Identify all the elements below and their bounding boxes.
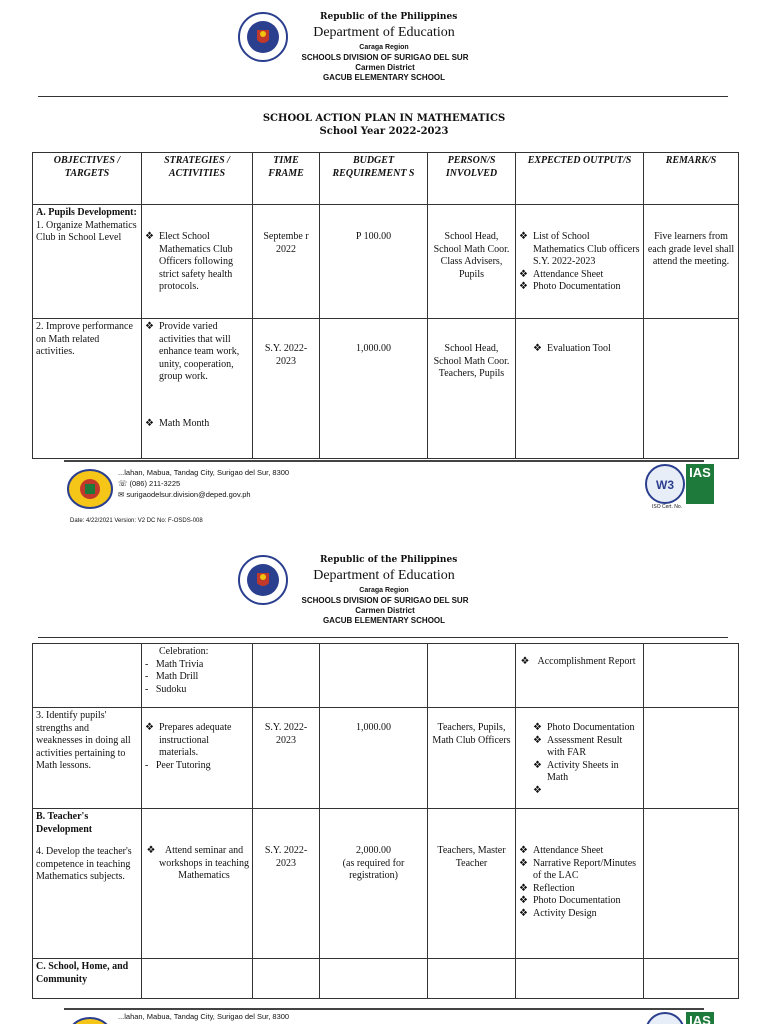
col-strategies: STRATEGIES / ACTIVITIES [142, 153, 253, 205]
phone-icon: ☏ [118, 479, 130, 488]
strategy-cell [142, 644, 253, 708]
objective-cell [33, 809, 142, 959]
footer-address: ...lahan, Mabua, Tandag City, Surigao del Sur, 8300 [118, 1012, 290, 1021]
persons-cell [428, 959, 516, 999]
table-row [33, 644, 739, 708]
diamond-bullet-icon: ❖ [145, 417, 154, 429]
list-item [533, 735, 640, 760]
district-line: Carmen District [355, 606, 415, 615]
output-text: Narrative Report/Minutes of the LAC [533, 857, 637, 881]
strategy-text: Prepares adequate instructional materials. [159, 722, 232, 758]
budget-note: (as required for registration) [342, 857, 405, 881]
list-item [533, 343, 640, 356]
outputs-cell [516, 319, 644, 459]
remarks-cell [644, 959, 739, 999]
output-text: Reflection [533, 882, 575, 894]
diamond-bullet-icon: ❖ [519, 845, 528, 856]
output-text: Activity Sheets in Math [547, 759, 619, 783]
diamond-bullet-icon: ❖ [519, 857, 528, 869]
list-item [145, 418, 249, 431]
diamond-bullet-icon: ❖ [519, 268, 528, 280]
objective-cell [33, 205, 142, 319]
table-header-row [33, 153, 739, 205]
district-line: Carmen District [355, 63, 415, 72]
output-text: Attendance Sheet [533, 268, 604, 280]
remarks-cell: Five learners from each grade level shall attend the meeting. [644, 205, 739, 319]
list-item [145, 231, 249, 294]
strategy-text: Celebration: [159, 646, 209, 657]
section-heading: A. Pupils Development: [36, 207, 137, 218]
division-logo-icon [66, 1017, 114, 1024]
footer-address: ...lahan, Mabua, Tandag City, Surigao del Sur, 8300 [118, 468, 290, 477]
strategy-text: Attend seminar and workshops in teaching Mathematics [159, 845, 249, 881]
remarks-cell [644, 708, 739, 809]
list-item [533, 722, 640, 735]
outputs-cell [516, 644, 644, 708]
table-row [33, 708, 739, 809]
col-remarks: REMARK/S [644, 153, 739, 205]
outputs-cell [516, 959, 644, 999]
time-cell [253, 959, 320, 999]
list-item [533, 760, 640, 785]
strategy-item: Math Drill [155, 671, 199, 682]
strategy-cell [142, 708, 253, 809]
output-text: Assessment Result with FAR [547, 734, 623, 758]
diamond-bullet-icon: ❖ [519, 907, 528, 919]
persons-cell: School Head, School Math Coor. Teachers, Pupils [428, 319, 516, 459]
outputs-cell [516, 205, 644, 319]
strategy-cell [142, 959, 253, 999]
list-item [519, 656, 640, 669]
footer-rule [64, 1008, 704, 1010]
list-item [145, 722, 249, 760]
col-objectives: OBJECTIVES / TARGETS [33, 153, 142, 205]
list-item [145, 845, 249, 883]
footer-email [118, 490, 251, 499]
strategy-cell [142, 319, 253, 459]
list-item: - Peer Tutoring [145, 759, 211, 771]
output-text: Evaluation Tool [547, 343, 611, 354]
ias-cert-logo: IAS [686, 464, 714, 504]
budget-cell [320, 644, 428, 708]
republic-line: Republic of the Philippines [320, 12, 458, 22]
budget-cell: P 100.00 [320, 205, 428, 319]
strategy-item: Sudoku [155, 683, 187, 695]
table-row [33, 319, 739, 459]
list-item [519, 858, 640, 883]
doc-subtitle: School Year 2022-2023 [319, 126, 449, 137]
list-item [519, 845, 640, 858]
table-row [33, 809, 739, 959]
diamond-bullet-icon: ❖ [533, 734, 542, 746]
col-time-frame: TIME FRAME [253, 153, 320, 205]
diamond-bullet-icon: ❖ [533, 784, 542, 796]
section-heading: B. Teacher's Development [36, 811, 93, 835]
persons-cell: Teachers, Master Teacher [428, 809, 516, 959]
budget-cell: 1,000.00 [320, 319, 428, 459]
diamond-bullet-icon: ❖ [520, 656, 530, 667]
action-plan-table-page2 [32, 643, 739, 999]
republic-line: Republic of the Philippines [320, 555, 458, 565]
footer-rule [64, 460, 704, 462]
phone-text: (086) 211-3225 [129, 479, 181, 488]
time-cell: Septembe r 2022 [253, 205, 320, 319]
col-budget: BUDGET REQUIREMENT S [320, 153, 428, 205]
list-item: - Math Drill [145, 671, 199, 682]
diamond-bullet-icon: ❖ [533, 343, 542, 354]
region-line: Caraga Region [359, 44, 409, 51]
page2-footer [0, 1008, 768, 1024]
list-item: - Sudoku [145, 683, 187, 695]
list-item [519, 281, 640, 294]
remarks-cell [644, 644, 739, 708]
persons-cell: School Head, School Math Coor. Class Advisers, Pupils [428, 205, 516, 319]
objective-cell: 2. Improve performance on Math related activities. [33, 319, 142, 459]
objective-text: 1. Organize Mathematics Club in School Level [36, 219, 137, 243]
objective-cell: 3. Identify pupils' strengths and weaknesses in doing all activities pertaining to Math lessons. [33, 708, 142, 809]
header-rule [38, 96, 728, 97]
output-text: Photo Documentation [533, 281, 621, 292]
page1-footer [0, 460, 768, 530]
outputs-cell [516, 708, 644, 809]
school-line: GACUB ELEMENTARY SCHOOL [322, 616, 446, 625]
budget-cell [320, 959, 428, 999]
page2-header [0, 543, 768, 643]
strategy-text: Elect School Mathematics Club Officers following strict safety health protocols. [159, 231, 233, 292]
strategy-text: Math Month [159, 417, 210, 429]
list-item [519, 269, 640, 282]
header-rule [38, 637, 728, 638]
time-cell: S.Y. 2022- 2023 [253, 708, 320, 809]
diamond-bullet-icon: ❖ [533, 722, 542, 733]
department-line: Department of Education [313, 568, 455, 583]
diamond-bullet-icon: ❖ [145, 722, 154, 733]
strategy-cell [142, 809, 253, 959]
table-row [33, 205, 739, 319]
list-item: - Math Trivia [145, 658, 204, 670]
list-item [145, 321, 249, 384]
footer-phone [118, 479, 180, 488]
w3-cert-logo-icon [645, 1012, 685, 1024]
diamond-bullet-icon: ❖ [519, 281, 528, 292]
diamond-bullet-icon: ❖ [146, 845, 156, 856]
page1-header [0, 0, 768, 100]
list-item [519, 231, 640, 269]
budget-cell [320, 809, 428, 959]
outputs-cell [516, 809, 644, 959]
budget-cell: 1,000.00 [320, 708, 428, 809]
division-line: SCHOOLS DIVISION OF SURIGAO DEL SUR [301, 53, 469, 62]
strategy-item: Peer Tutoring [155, 759, 211, 771]
time-cell: S.Y. 2022- 2023 [253, 319, 320, 459]
w3-label: W3 [656, 478, 674, 492]
diamond-bullet-icon: ❖ [519, 895, 528, 906]
output-text: Attendance Sheet [533, 845, 604, 856]
w3-cert-logo-icon [645, 464, 685, 504]
output-text: Activity Design [533, 907, 597, 919]
output-text: Photo Documentation [547, 722, 635, 733]
strategy-item: Math Trivia [155, 658, 204, 670]
list-item [519, 895, 640, 908]
division-line: SCHOOLS DIVISION OF SURIGAO DEL SUR [301, 596, 469, 605]
region-line: Caraga Region [359, 587, 409, 594]
division-logo-icon [66, 469, 114, 509]
time-cell [253, 644, 320, 708]
school-line: GACUB ELEMENTARY SCHOOL [322, 73, 446, 82]
table-row [33, 959, 739, 999]
col-persons: PERSON/S INVOLVED [428, 153, 516, 205]
action-plan-table-page1 [32, 152, 739, 459]
diamond-bullet-icon: ❖ [519, 882, 528, 894]
email-icon: ✉ [118, 490, 127, 499]
output-text: Accomplishment Report [537, 656, 636, 667]
persons-cell: Teachers, Pupils, Math Club Officers [428, 708, 516, 809]
output-text: Photo Documentation [533, 895, 621, 906]
budget-value: 2,000.00 [356, 845, 391, 856]
persons-cell [428, 644, 516, 708]
department-line: Department of Education [313, 25, 455, 40]
email-text: surigaodelsur.division@deped.gov.ph [126, 490, 251, 499]
objective-text: 4. Develop the teacher's competence in teaching Mathematics subjects. [36, 846, 132, 882]
doc-title: SCHOOL ACTION PLAN IN MATHEMATICS [262, 113, 506, 124]
remarks-cell [644, 319, 739, 459]
objective-cell [33, 644, 142, 708]
remarks-cell [644, 809, 739, 959]
time-cell: S.Y. 2022- 2023 [253, 809, 320, 959]
strategy-text: Provide varied activities that will enhance team work, unity, cooperation, group work. [159, 321, 240, 382]
diamond-bullet-icon: ❖ [533, 759, 542, 771]
list-item [519, 883, 640, 896]
ias-cert-logo: IAS [686, 1012, 714, 1024]
section-heading: C. School, Home, and Community [33, 959, 142, 999]
list-item [519, 908, 640, 921]
iso-cert-text: ISO Cert. No. [652, 504, 683, 510]
diamond-bullet-icon: ❖ [145, 321, 154, 332]
output-text: List of School Mathematics Club officers S.Y. 2022-2023 [533, 231, 640, 267]
strategy-cell [142, 205, 253, 319]
diamond-bullet-icon: ❖ [519, 231, 528, 242]
col-outputs: EXPECTED OUTPUT/S [516, 153, 644, 205]
diamond-bullet-icon: ❖ [145, 231, 154, 242]
doc-control-info: Date: 4/22/2021 Version: V2 DC No: F-OSDS-008 [70, 518, 203, 524]
